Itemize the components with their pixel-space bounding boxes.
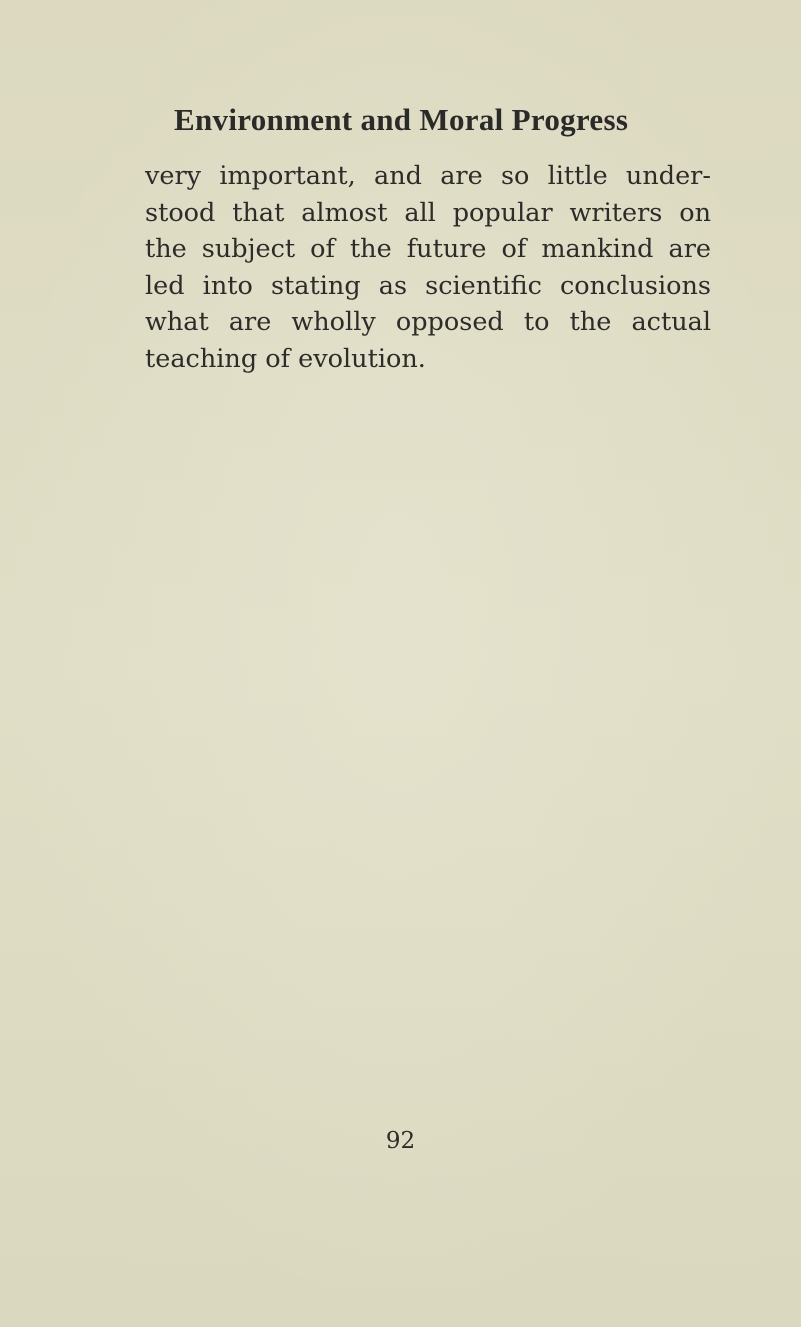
body-line: led into stating as scientific conclusions (145, 270, 711, 301)
body-line: teaching of evolution. (145, 343, 426, 374)
page-number: 92 (385, 1128, 416, 1154)
running-head: Environment and Moral Progress (174, 102, 629, 137)
body-line: stood that almost all popular writers on (145, 197, 711, 228)
body-line: very important, and are so little under- (145, 161, 711, 191)
body-paragraph (145, 158, 711, 378)
body-line: what are wholly opposed to the actual (145, 307, 711, 338)
body-line: the subject of the future of mankind are (145, 234, 711, 265)
